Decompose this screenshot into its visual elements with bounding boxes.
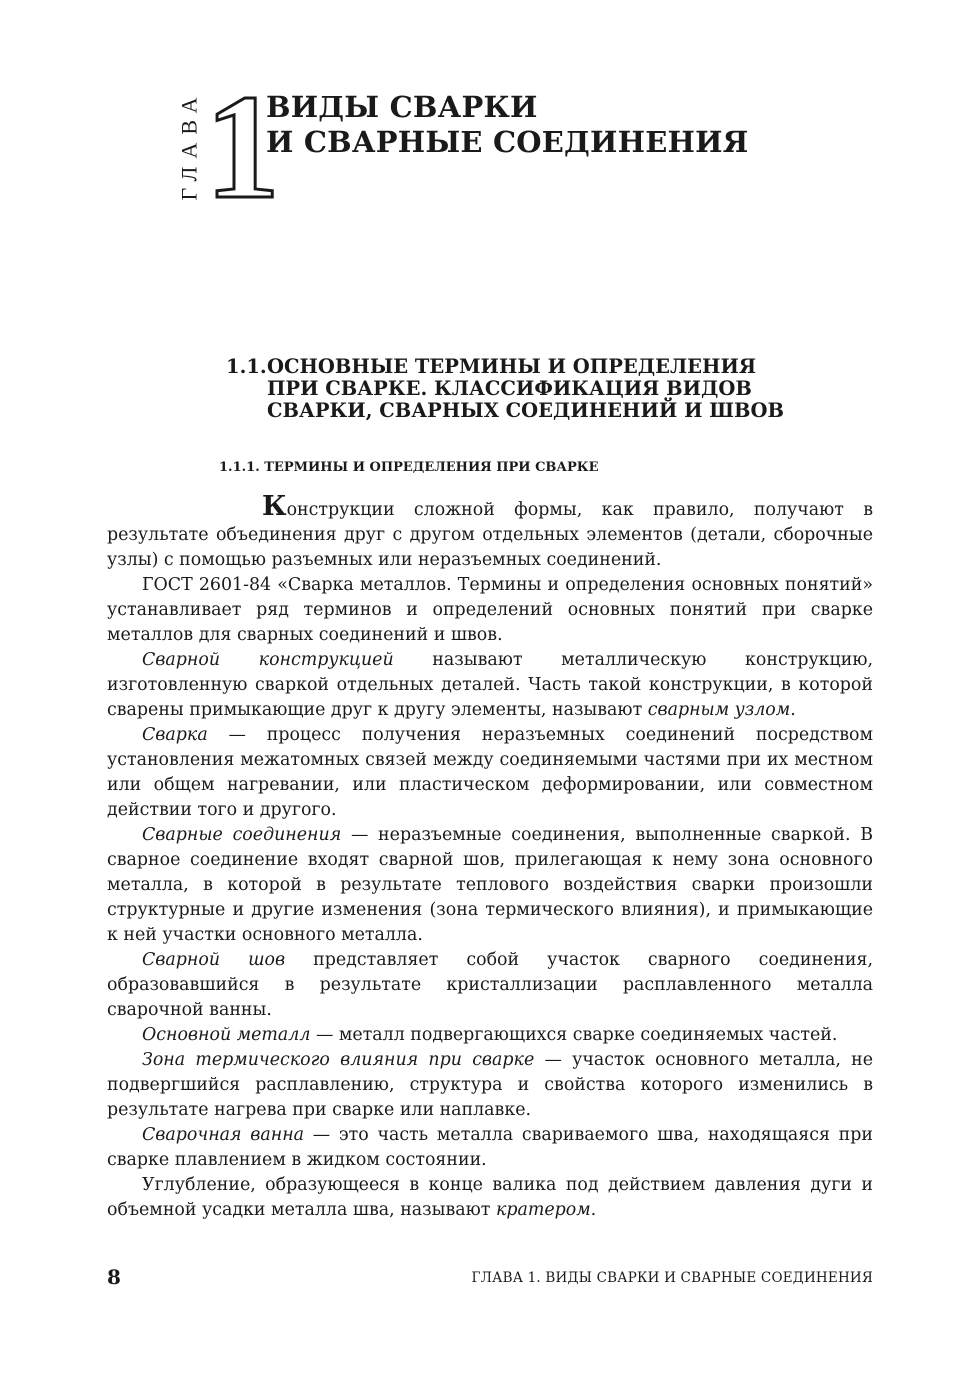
paragraph-6-text: представляет собой участок сварного соединения, образовавшийся в результате кристаллизации расплавленного металла сварочной ванны. [107,950,873,1020]
paragraph-10-end: . [590,1200,597,1220]
paragraph-3-end: . [790,700,796,720]
term: кратером [495,1200,591,1220]
chapter-label-text: ГЛАВА [177,89,202,201]
paragraph-3-text: называют металлическую конструкцию, изготовленную сваркой отдельных деталей. Часть такой конструкции, в которой сварены примыкающие друг к другу элементы, называют [107,650,873,720]
term: Сварной конструкцией [142,650,394,670]
paragraph-4-text: — процесс получения неразъемных соединений посредством установления межатомных связей между соединяемыми частями при их местном или общем нагревании, или пластическом деформировании, или совместном действии того и другого. [107,725,873,820]
term: Сварочная ванна [142,1125,305,1145]
paragraph-5-text: — неразъемные соединения, выполненные сваркой. В сварное соединение входят сварной шов, прилегающая к нему зона основного металла, в которой в результате теплового воздействия сварки произошли структурные и другие изменения (зона термического влияния), и примыкающие к ней участки основного металла. [107,825,874,945]
paragraph-1-text: онструкции сложной формы, как правило, получают в результате объединения друг с другом отдельных элементов (детали, сборочные узлы) с помощью разъемных или неразъемных соединений. [107,500,873,570]
chapter-title-line2: И СВАРНЫЕ СОЕДИНЕНИЯ [266,125,749,159]
paragraph-7-text: — металл подвергающихся сварке соединяемых частей. [310,1025,838,1045]
paragraph-9-text: — это часть металла свариваемого шва, находящаяся при сварке плавлением в жидком состоянии. [107,1125,873,1170]
running-head: ГЛАВА 1. ВИДЫ СВАРКИ И СВАРНЫЕ СОЕДИНЕНИЯ [471,1270,873,1286]
paragraph-2: ГОСТ 2601-84 «Сварка металлов. Термины и определения основных понятий» устанавливает ряд терминов и определений основных понятий при сварке металлов для сварных соединений и швов. [107,575,873,645]
chapter-title [266,90,748,160]
section-title [226,356,846,422]
chapter-title-line1: ВИДЫ СВАРКИ [266,90,538,124]
body-text [107,491,874,1223]
drop-cap: К [262,491,287,522]
section-number: 1.1. [226,355,267,378]
subsection-title: 1.1.1. ТЕРМИНЫ И ОПРЕДЕЛЕНИЯ ПРИ СВАРКЕ [219,460,599,475]
term: Сварные соединения [142,825,342,845]
paragraph-8-text: — участок основного металла, не подвергшийся расплавлению, структура и свойства которого изменились в результате нагрева при сварке или наплавке. [107,1050,873,1120]
paragraph-9 [107,1123,873,1173]
term: Основной металл [142,1025,311,1045]
term: Сварка [142,725,208,745]
paragraph-4 [107,723,873,823]
paragraph-5 [107,823,873,948]
chapter-number: 1 [205,64,280,230]
paragraph-1 [107,491,873,573]
term: Сварной шов [142,950,286,970]
paragraph-10 [107,1173,873,1223]
section-title-line2: ПРИ СВАРКЕ. КЛАССИФИКАЦИЯ ВИДОВ [267,377,752,400]
chapter-label [170,90,210,200]
paragraph-7 [107,1023,873,1048]
paragraph-6 [107,948,873,1023]
paragraph-3 [107,648,873,723]
term: сварным узлом [647,700,791,720]
term: Зона термического влияния при сварке [142,1050,535,1070]
page-number: 8 [107,1265,121,1289]
paragraph-8 [107,1048,873,1123]
section-title-line1: ОСНОВНЫЕ ТЕРМИНЫ И ОПРЕДЕЛЕНИЯ [267,355,757,378]
paragraph-10-text: Углубление, образующееся в конце валика под действием давления дуги и объемной усадки металла шва, называют [107,1175,873,1220]
section-title-line3: СВАРКИ, СВАРНЫХ СОЕДИНЕНИЙ И ШВОВ [267,399,784,422]
